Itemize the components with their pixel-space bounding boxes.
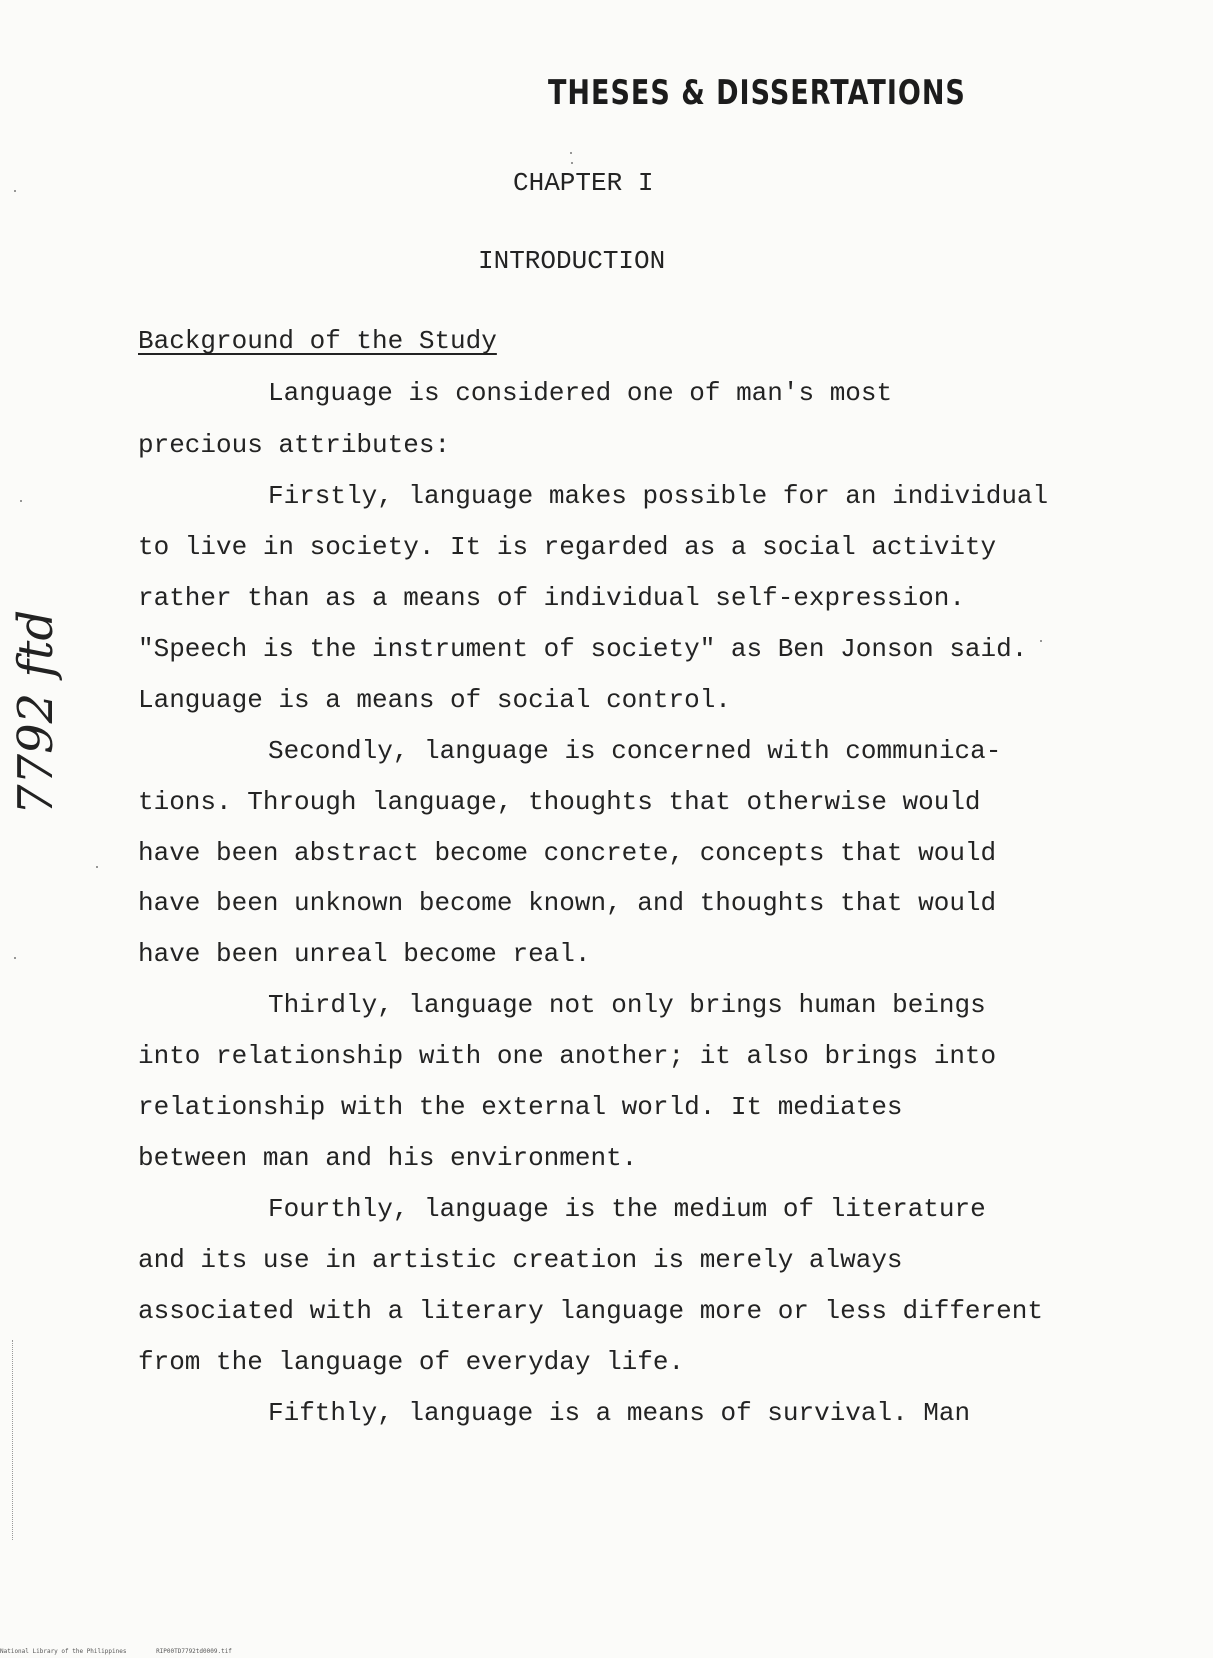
body-line: Language is considered one of man's most (268, 378, 893, 408)
body-line: Thirdly, language not only brings human beings (268, 990, 986, 1020)
footer-file-code: RIP00TD7792td0009.tif (156, 1648, 232, 1655)
body-line: associated with a literary language more or less different (138, 1296, 1043, 1326)
section-heading: Background of the Study (138, 326, 497, 356)
body-line: from the language of everyday life. (138, 1347, 685, 1377)
body-line: have been unknown become known, and thoughts that would (138, 888, 997, 918)
body-line: Fifthly, language is a means of survival. Man (268, 1398, 971, 1428)
body-line: relationship with the external world. It mediates (138, 1092, 903, 1122)
scan-speck (571, 162, 573, 164)
scan-speck (1040, 640, 1042, 642)
body-line: Firstly, language makes possible for an individual (268, 481, 1049, 511)
body-line: Fourthly, language is the medium of literature (268, 1194, 986, 1224)
body-line: precious attributes: (138, 430, 451, 460)
scan-speck (14, 957, 16, 959)
body-line: rather than as a means of individual self-expression. (138, 583, 965, 613)
body-line: tions. Through language, thoughts that otherwise would (138, 787, 981, 817)
body-line: to live in society. It is regarded as a social activity (138, 532, 997, 562)
scan-speck (570, 152, 572, 154)
body-line: have been abstract become concrete, concepts that would (138, 838, 997, 868)
body-line: have been unreal become real. (138, 939, 591, 969)
chapter-heading: CHAPTER I (513, 168, 654, 198)
body-line: Language is a means of social control. (138, 685, 731, 715)
theses-dissertations-stamp: THESES & DISSERTATIONS (548, 74, 966, 113)
body-line: and its use in artistic creation is merely always (138, 1245, 903, 1275)
scan-speck (20, 500, 22, 502)
scan-speck (96, 866, 98, 868)
body-line: "Speech is the instrument of society" as Ben Jonson said. (138, 634, 1028, 664)
scan-footer (0, 1648, 258, 1655)
chapter-title: INTRODUCTION (478, 246, 666, 276)
footer-library: National Library of the Philippines (0, 1648, 127, 1655)
body-line: into relationship with one another; it also brings into (138, 1041, 997, 1071)
handwritten-call-number: 7792 ftd (8, 609, 64, 815)
scan-speck (14, 190, 16, 192)
scan-edge-dots (12, 1340, 13, 1540)
body-line: between man and his environment. (138, 1143, 638, 1173)
body-line: Secondly, language is concerned with communica- (268, 736, 1002, 766)
